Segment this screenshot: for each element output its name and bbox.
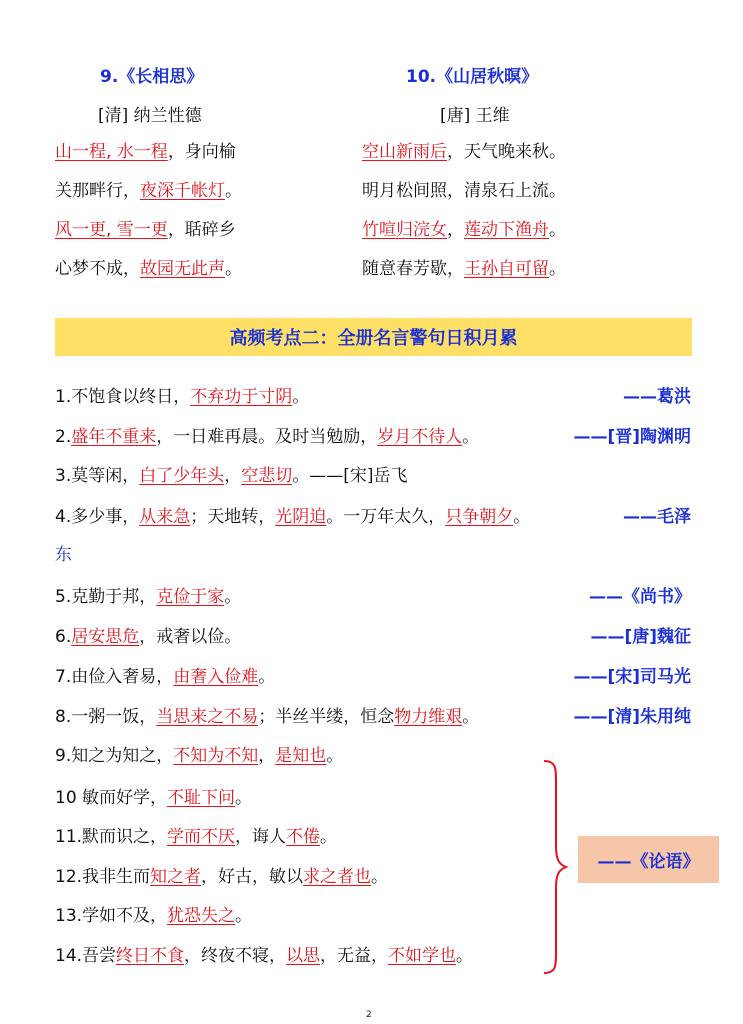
answer-text: 以思 [286,946,321,966]
line-text: 。 [258,667,276,687]
answer-text: 由奢入俭难 [173,667,259,687]
line-text: 。 [513,507,531,527]
poem-9-line [55,180,242,202]
answer-text: 克俭于家 [156,587,225,607]
quote-source: ——[晋]陶渊明 [573,427,691,447]
answer-text: 不如学也 [388,946,457,966]
line-text: 。 [292,387,310,407]
line-text: 13.学如不及， [55,906,168,926]
answer-text: 王孙自可留 [464,259,549,279]
line-text: 7.由俭入奢易， [55,667,174,687]
quote-line [55,425,479,449]
line-text: ，天气晚来秋。 [447,142,566,162]
answer-text: 不倦 [286,827,321,847]
answer-text: 知之者 [150,867,202,887]
line-text: 。 [235,906,253,926]
line-text: 。 [326,746,344,766]
poem-9-title: 9.《长相思》 [100,67,204,87]
line-text: 。 [225,259,242,279]
lunyu-source-label: ——《论语》 [597,852,700,872]
poem-10-line [362,219,566,241]
answer-text: 只争朝夕 [445,507,514,527]
answer-text: 故园无此声 [140,259,225,279]
line-text: 4.多少事， [55,507,140,527]
quote-source: ——[唐]魏征 [590,627,691,647]
line-text: ，无益， [320,946,389,966]
answer-text: 求之者也 [303,867,372,887]
lunyu-source-box [578,836,719,883]
line-text: 2. [55,427,72,447]
line-text: 1.不饱食以终日， [55,387,191,407]
line-text: 10 敏而好学， [55,788,168,808]
line-text: 3.莫等闲， [55,466,140,486]
answer-text: 居安思危 [71,627,140,647]
line-text: ，身向榆 [167,142,236,162]
quote-line [55,585,241,609]
answer-text: 岁月不待人 [377,427,463,447]
answer-text: 不耻下问 [167,788,236,808]
answer-text: 终日不食 [116,946,185,966]
line-text: 明月松间照，清泉石上流。 [362,181,566,201]
answer-text: 不弃功于寸阴 [190,387,293,407]
answer-text: 从来急 [139,507,191,527]
answer-text: 光阴迫 [275,507,327,527]
answer-text: 当思来之不易 [156,707,259,727]
answer-text: 空悲切 [241,466,293,486]
line-text: ，终夜不寝， [184,946,287,966]
line-text: 随意春芳歇， [362,259,464,279]
line-text: 。 [549,220,566,240]
poem-10-author: [唐] 王维 [440,106,510,126]
line-text: 。 [456,946,474,966]
answer-text: 山一程, 水一程 [55,142,168,162]
quote-source: ——毛泽 [623,507,691,527]
line-text: 11.默而识之， [55,827,168,847]
line-text: 。 [224,587,242,607]
line-text: 。一万年太久， [326,507,446,527]
quote-line [55,865,388,889]
quote-source: ——[宋]司马光 [573,667,691,687]
answer-text: 物力维艰 [394,707,463,727]
answer-text: 犹恐失之 [167,906,236,926]
line-text: ，好古，敏以 [201,867,304,887]
line-text: 。 [549,259,566,279]
answer-text: 盛年不重来 [71,427,157,447]
poem-10-line [362,180,566,202]
line-text: 关那畔行， [55,181,140,201]
quote-line [55,625,241,649]
answer-text: 竹喧归浣女 [362,220,447,240]
answer-text: 是知也 [275,746,327,766]
poem-9-line [55,141,236,163]
quote-source: ——《尚书》 [589,587,691,607]
line-text: ，聒碎乡 [167,220,236,240]
section-banner [55,318,692,356]
line-text: ，诲人 [235,827,287,847]
line-text: ， [258,746,276,766]
answer-text: 学而不厌 [167,827,236,847]
quote-line [55,385,309,409]
quote-source: ——葛洪 [623,387,691,407]
line-text: 。 [235,788,253,808]
quote-line [55,744,343,768]
section-banner-title: 高频考点二：全册名言警句日积月累 [229,328,518,349]
line-text: 。 [225,181,242,201]
poem-10-title: 10.《山居秋暝》 [406,67,539,87]
quote-line [55,705,479,729]
line-text: ；天地转， [190,507,276,527]
answer-text: 风一更, 雪一更 [55,220,168,240]
line-text: 6. [55,627,72,647]
answer-text: 莲动下渔舟 [464,220,549,240]
line-text: 14.吾尝 [55,946,117,966]
line-text: 8.一粥一饭， [55,707,157,727]
quote-source-continuation: 东 [55,545,72,565]
poem-9-line [55,258,242,280]
line-text: ， [224,466,242,486]
poem-10-line [362,141,566,163]
line-text: 9.知之为知之， [55,746,174,766]
quote-line [55,825,337,849]
line-text: ，戒奢以俭。 [139,627,242,647]
poem-10-line [362,258,566,280]
line-text: ，一日难再晨。及时当勉励， [156,427,378,447]
poem-9-author: [清] 纳兰性德 [98,106,202,126]
quote-line [55,464,408,488]
brace-icon [540,758,570,976]
line-text: 12.我非生而 [55,867,151,887]
line-text: 。 [462,427,480,447]
line-text: 心梦不成， [55,259,140,279]
line-text: 。 [462,707,480,727]
quote-line [55,904,252,928]
page-number: 2 [366,1010,372,1020]
line-text: ；半丝半缕，恒念 [258,707,395,727]
quote-line [55,505,530,529]
quote-line [55,665,275,689]
quote-line [55,944,473,968]
line-text: ， [447,220,464,240]
quote-line [55,786,252,810]
answer-text: 空山新雨后 [362,142,447,162]
answer-text: 白了少年头 [139,466,225,486]
answer-text: 不知为不知 [173,746,259,766]
line-text: 。——[宋]岳飞 [292,466,408,486]
line-text: 。 [371,867,389,887]
line-text: 。 [320,827,338,847]
quote-source: ——[清]朱用纯 [573,707,691,727]
poem-9-line [55,219,236,241]
line-text: 5.克勤于邦， [55,587,157,607]
answer-text: 夜深千帐灯 [140,181,225,201]
